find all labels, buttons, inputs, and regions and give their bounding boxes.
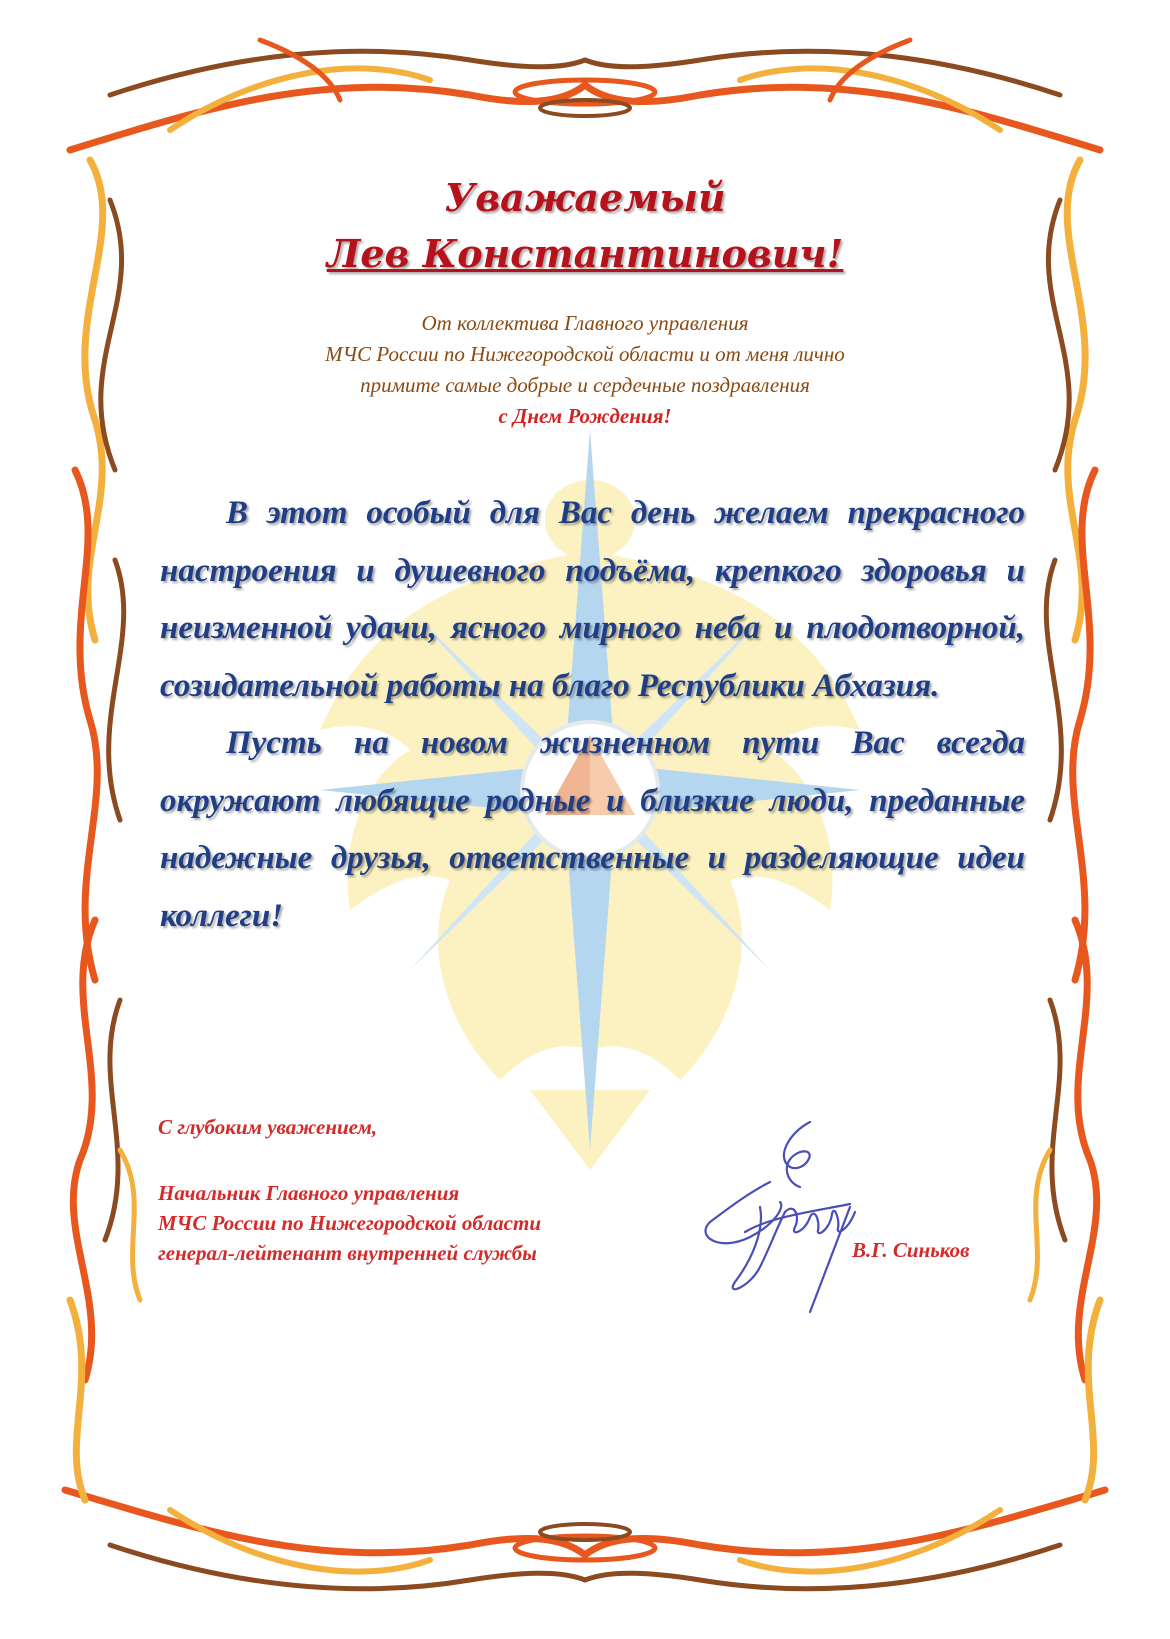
intro-line-2: МЧС России по Нижегородской области и от меня лично bbox=[325, 342, 845, 366]
paragraph-1: В этот особый для Вас день желаем прекрасного настроения и душевного подъёма, крепкого здоровья и неизменной удачи, ясного мирного неба и плодотворной, созидательной работы на благо Республики Абхазия. bbox=[160, 495, 1025, 704]
closing-phrase: С глубоким уважением, bbox=[158, 1115, 378, 1139]
position-line-3: генерал-лейтенант внутренней службы bbox=[158, 1241, 537, 1265]
congratulation-body bbox=[160, 485, 1025, 945]
intro-line-3: примите самые добрые и сердечные поздравления bbox=[360, 373, 810, 397]
handwritten-signature bbox=[690, 1112, 890, 1332]
intro-line-1: От коллектива Главного управления bbox=[421, 311, 749, 335]
recipient-name: Лев Константинович! bbox=[326, 231, 844, 276]
signer-name: В.Г. Синьков bbox=[852, 1238, 970, 1262]
occasion: с Днем Рождения! bbox=[498, 404, 672, 428]
paragraph-2: Пусть на новом жизненном пути Вас всегда окружают любящие родные и близкие люди, преданные надежные друзья, ответственные и разделяющие идеи коллеги! bbox=[160, 725, 1025, 934]
position-line-2: МЧС России по Нижегородской области bbox=[158, 1211, 541, 1235]
intro-text bbox=[0, 308, 1170, 432]
greeting-line: Уважаемый bbox=[444, 175, 726, 220]
greeting bbox=[0, 170, 1170, 282]
position-line-1: Начальник Главного управления bbox=[158, 1181, 460, 1205]
signer-position bbox=[158, 1178, 541, 1268]
